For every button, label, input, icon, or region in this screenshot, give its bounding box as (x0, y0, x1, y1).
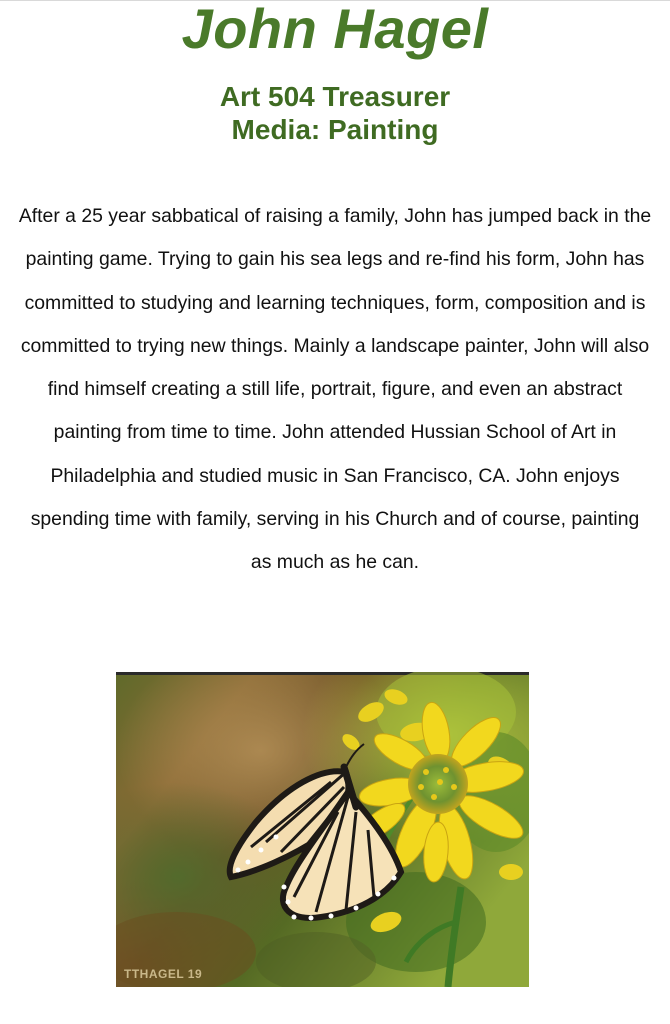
artist-title: Art 504 Treasurer (219, 81, 451, 112)
artist-media: Media: Painting (231, 114, 439, 145)
artist-bio: After a 25 year sabbatical of raising a family, John has jumped back in the painting game. Trying to gain his sea legs and re-find his form, John has committed to studying and learning techniques, form, composition and is committed to trying new things. Mainly a landscape painter, John will also find himself creating a still life, portrait, figure, and even an abstract painting from time to time. John attended Hussian School of Art in Philadelphia and studied music in San Francisco, CA. John enjoys spending time with family, serving in his Church and of course, painting as much as he can. (18, 205, 652, 574)
painting-signature: TTHAGEL 19 (124, 967, 203, 981)
butterfly-painting-illustration (116, 672, 529, 987)
artist-role-block (0, 80, 670, 146)
painting-image (116, 672, 529, 987)
artist-name: John Hagel (181, 0, 489, 60)
